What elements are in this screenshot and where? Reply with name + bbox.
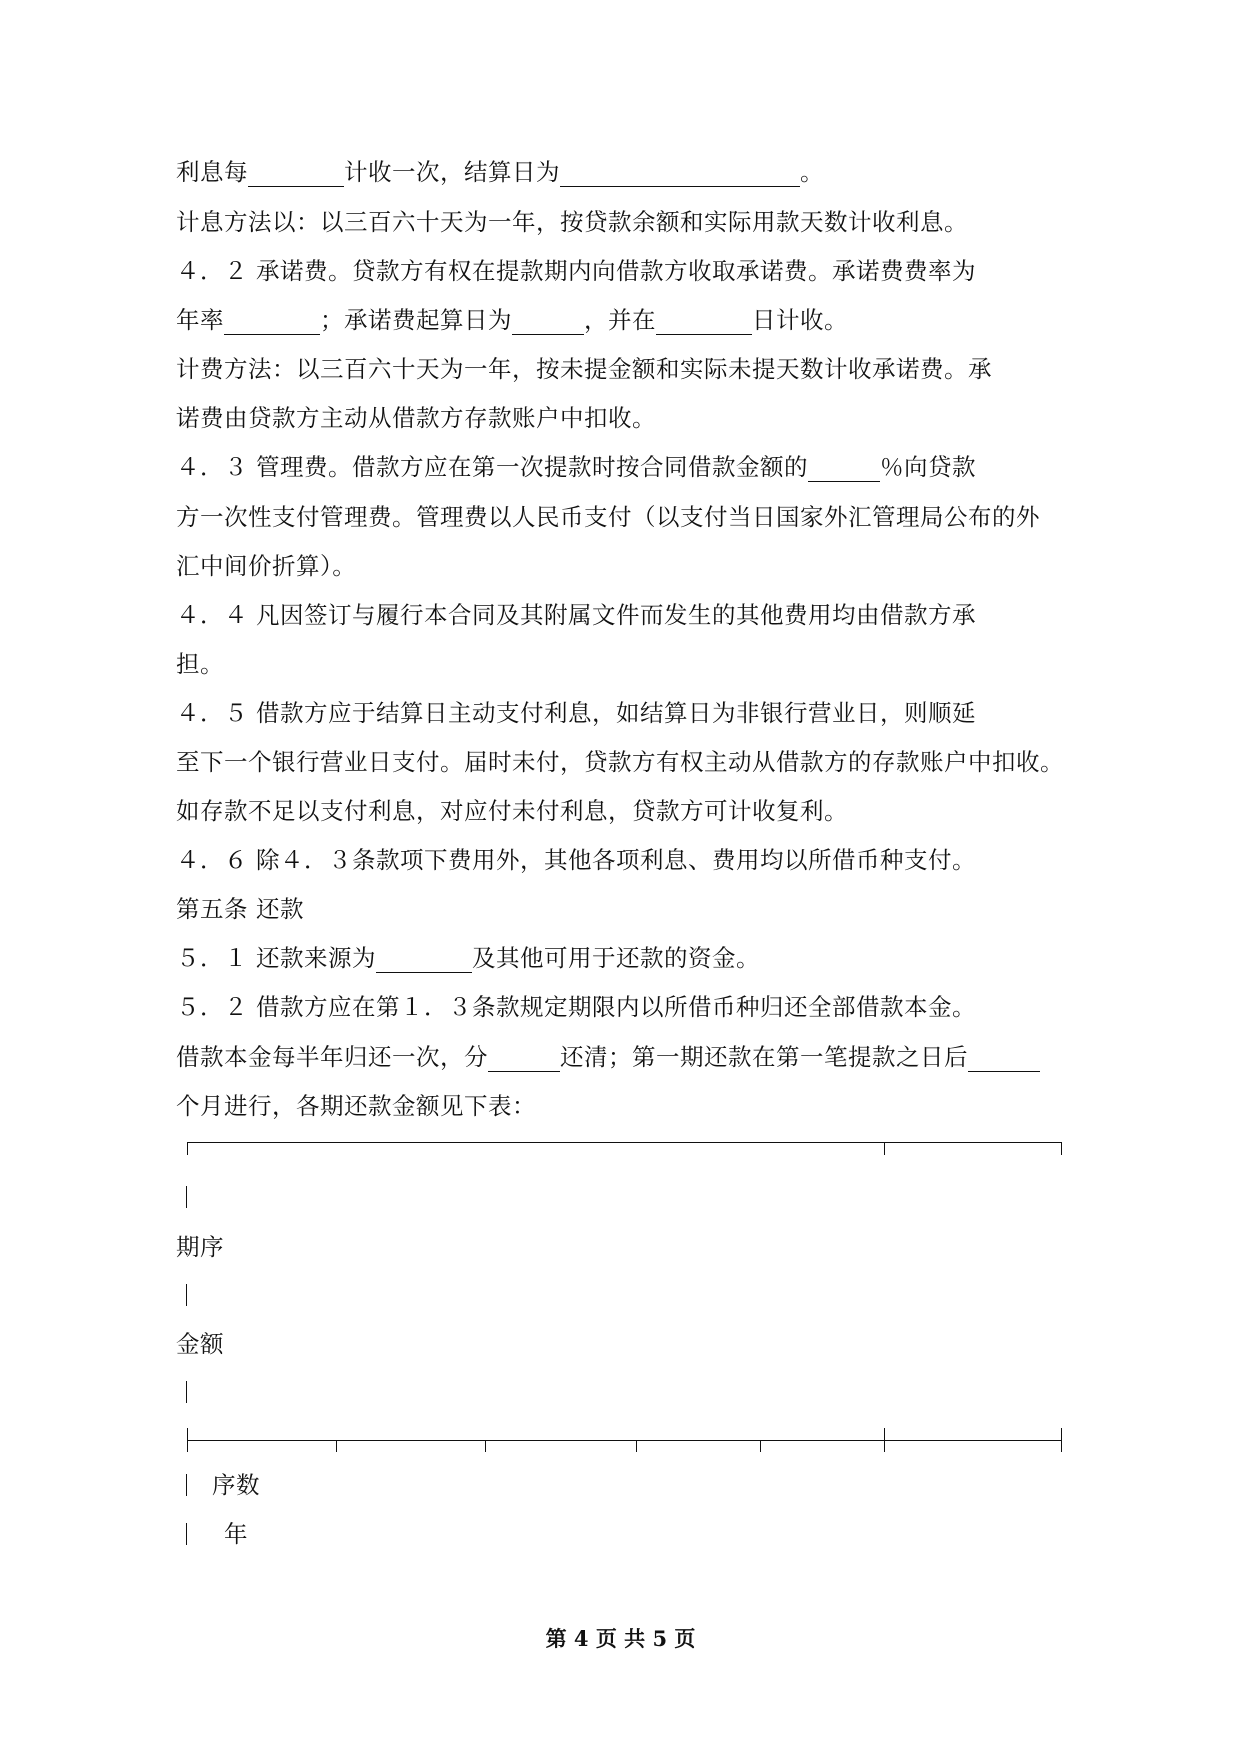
text-line bbox=[176, 649, 224, 679]
table-vertical-bar bbox=[186, 1284, 187, 1306]
text-line bbox=[176, 354, 992, 384]
text-segment: 借款本金每半年归还一次，分 bbox=[176, 1043, 488, 1071]
text-segment: ４．３ 管理费。借款方应在第一次提款时按合同借款金额的 bbox=[176, 453, 808, 481]
text-segment: 第五条 还款 bbox=[176, 895, 304, 923]
table-top-border bbox=[187, 1142, 1062, 1143]
table-mid-tick bbox=[636, 1440, 637, 1452]
text-segment: ５．１ 还款来源为 bbox=[176, 944, 376, 972]
text-segment: 至下一个银行营业日支付。届时未付，贷款方有权主动从借款方的存款账户中扣收。 bbox=[176, 748, 1064, 776]
text-segment: 担。 bbox=[176, 650, 224, 678]
text-line bbox=[176, 894, 304, 924]
text-line bbox=[176, 502, 1040, 532]
text-line bbox=[176, 1091, 536, 1121]
text-line bbox=[176, 600, 976, 630]
table-mid-tick bbox=[336, 1440, 337, 1452]
table-vertical-bar bbox=[186, 1186, 187, 1208]
text-segment: ４．６ 除４．３条款项下费用外，其他各项利息、费用均以所借币种支付。 bbox=[176, 846, 976, 874]
text-segment: 方一次性支付管理费。管理费以人民币支付（以支付当日国家外汇管理局公布的外 bbox=[176, 503, 1040, 531]
text-segment: ，并在 bbox=[584, 306, 656, 334]
text-segment: ；承诺费起算日为 bbox=[320, 306, 512, 334]
text-line bbox=[176, 157, 824, 187]
text-line bbox=[176, 845, 976, 875]
text-line bbox=[176, 698, 976, 728]
table-mid-tick bbox=[884, 1428, 885, 1452]
text-line bbox=[176, 403, 656, 433]
table-header-amount: 金额 bbox=[176, 1330, 224, 1358]
text-segment: ４．４ 凡因签订与履行本合同及其附属文件而发生的其他费用均由借款方承 bbox=[176, 601, 976, 629]
fill-in-blank[interactable] bbox=[512, 310, 584, 335]
text-segment: 计收一次，结算日为 bbox=[344, 158, 560, 186]
table-mid-border bbox=[187, 1440, 1062, 1441]
table-mid-tick bbox=[187, 1428, 188, 1452]
table-row-year: 年 bbox=[224, 1520, 248, 1548]
text-segment: 日计收。 bbox=[752, 306, 848, 334]
text-segment: ４．５ 借款方应于结算日主动支付利息，如结算日为非银行营业日，则顺延 bbox=[176, 699, 976, 727]
fill-in-blank[interactable] bbox=[656, 310, 752, 335]
table-top-left-tick bbox=[187, 1142, 188, 1155]
text-segment: 及其他可用于还款的资金。 bbox=[471, 944, 760, 972]
fill-in-blank[interactable] bbox=[488, 1047, 560, 1072]
text-segment: 。 bbox=[800, 158, 824, 186]
table-vertical-bar bbox=[186, 1474, 187, 1496]
text-line bbox=[176, 551, 356, 581]
fill-in-blank[interactable] bbox=[808, 457, 880, 482]
text-segment: 年率 bbox=[176, 306, 224, 334]
text-segment: 计费方法：以三百六十天为一年，按未提金额和实际未提天数计收承诺费。承 bbox=[176, 355, 992, 383]
table-mid-tick bbox=[760, 1440, 761, 1452]
text-segment: 个月进行，各期还款金额见下表： bbox=[176, 1092, 536, 1120]
text-line bbox=[176, 452, 976, 482]
fill-in-blank[interactable] bbox=[376, 948, 472, 973]
table-header-period: 期序 bbox=[176, 1233, 224, 1261]
table-row-sequence: 序数 bbox=[212, 1471, 260, 1499]
text-segment: 诺费由贷款方主动从借款方存款账户中扣收。 bbox=[176, 404, 656, 432]
table-vertical-bar bbox=[186, 1381, 187, 1403]
text-line bbox=[176, 207, 968, 237]
table-mid-tick bbox=[485, 1440, 486, 1452]
text-segment: ％向贷款 bbox=[879, 453, 976, 481]
text-line bbox=[176, 256, 976, 286]
text-segment: ５．２ 借款方应在第１．３条款规定期限内以所借币种归还全部借款本金。 bbox=[176, 993, 976, 1021]
text-line bbox=[176, 992, 976, 1022]
text-line bbox=[176, 747, 1064, 777]
text-line bbox=[176, 1042, 1040, 1072]
text-segment: ４．２ 承诺费。贷款方有权在提款期内向借款方收取承诺费。承诺费费率为 bbox=[176, 257, 976, 285]
table-top-right-tick bbox=[1061, 1142, 1062, 1155]
table-mid-tick bbox=[1061, 1428, 1062, 1452]
text-segment: 计息方法以：以三百六十天为一年，按贷款余额和实际用款天数计收利息。 bbox=[176, 208, 968, 236]
fill-in-blank[interactable] bbox=[224, 310, 320, 335]
fill-in-blank[interactable] bbox=[248, 162, 344, 187]
text-segment: 汇中间价折算）。 bbox=[176, 552, 357, 580]
fill-in-blank[interactable] bbox=[560, 162, 800, 187]
table-top-mid-tick bbox=[884, 1142, 885, 1155]
fill-in-blank[interactable] bbox=[968, 1047, 1040, 1072]
text-line bbox=[176, 796, 848, 826]
text-segment: 如存款不足以支付利息，对应付未付利息，贷款方可计收复利。 bbox=[176, 797, 848, 825]
text-segment: 利息每 bbox=[176, 158, 248, 186]
page-footer: 第 4 页 共 5 页 bbox=[545, 1626, 696, 1651]
text-line bbox=[176, 943, 760, 973]
text-segment: 还清；第一期还款在第一笔提款之日后 bbox=[560, 1043, 968, 1071]
table-vertical-bar bbox=[186, 1523, 187, 1545]
text-line bbox=[176, 305, 848, 335]
